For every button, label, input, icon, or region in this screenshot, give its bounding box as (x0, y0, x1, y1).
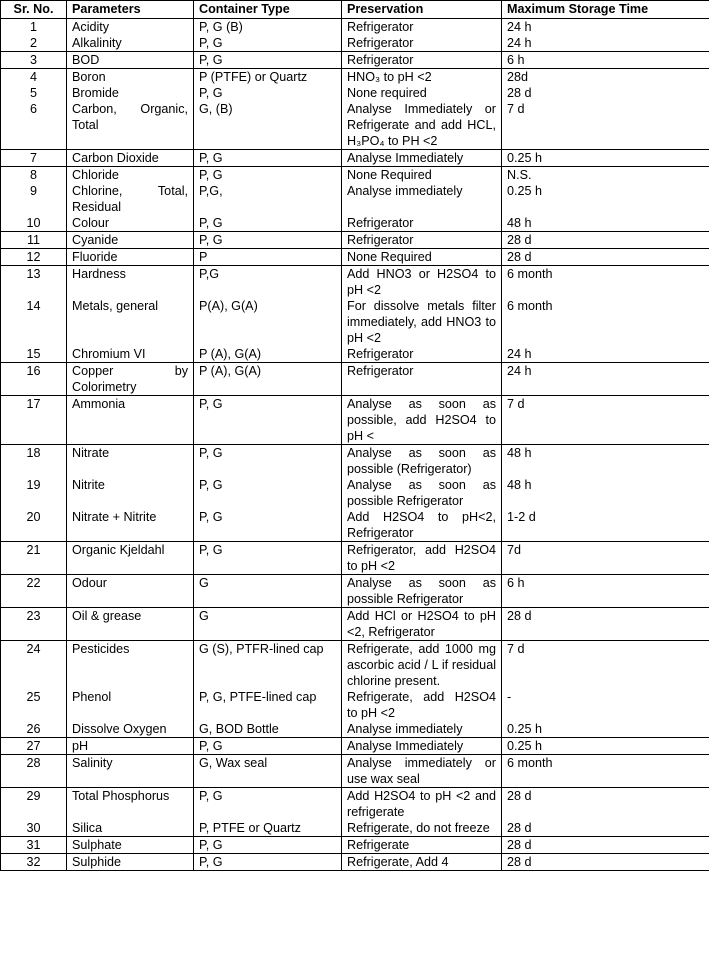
cell-max-storage-time-group (502, 608, 709, 641)
cell-sr-no: 11 (26, 233, 41, 247)
table-row (1, 232, 709, 249)
cell-preservation-group (342, 266, 502, 363)
cell-sr-no: 18 (26, 446, 41, 460)
cell-max-storage-time: 48 h (507, 478, 532, 492)
cell-max-storage-time-group (502, 249, 709, 266)
cell-parameter-group (67, 608, 194, 641)
table-row (1, 738, 709, 755)
cell-max-storage-time-group (502, 738, 709, 755)
cell-container-type-group (194, 445, 342, 542)
table-row (1, 854, 709, 871)
cell-preservation-group (342, 52, 502, 69)
cell-max-storage-time: 24 h (507, 347, 532, 361)
cell-container-type-group (194, 641, 342, 738)
cell-sr-no: 21 (26, 543, 41, 557)
cell-max-storage-time: - (507, 690, 512, 704)
cell-parameter: Hardness (72, 267, 126, 281)
cell-preservation: Refrigerate, add 1000 mg ascorbic acid / L if residual chlorine present. (347, 642, 496, 688)
cell-sr-no: 30 (26, 821, 41, 835)
cell-parameter-group (67, 755, 194, 788)
cell-preservation: Refrigerate, do not freeze (347, 821, 490, 835)
table-row (1, 150, 709, 167)
cell-parameter: Colour (72, 216, 110, 230)
cell-parameter: Nitrate + Nitrite (72, 510, 157, 524)
cell-max-storage-time: 28 d (507, 838, 532, 852)
table-row (1, 363, 709, 396)
cell-preservation-group (342, 755, 502, 788)
cell-parameter: Alkalinity (72, 36, 122, 50)
cell-preservation: Refrigerator (347, 53, 414, 67)
cell-sr-no: 9 (29, 184, 37, 198)
table-row (1, 52, 709, 69)
cell-container-type-group (194, 167, 342, 232)
cell-container-type: G (S), PTFR-lined cap (199, 642, 324, 656)
cell-parameter-group (67, 150, 194, 167)
cell-sr-no-group (1, 363, 67, 396)
cell-preservation: Refrigerate, Add 4 (347, 855, 449, 869)
header-max-storage-time: Maximum Storage Time (502, 1, 709, 19)
cell-sr-no-group (1, 542, 67, 575)
cell-preservation: Analyse immediately or use wax seal (347, 756, 496, 786)
cell-preservation: Refrigerator (347, 216, 414, 230)
cell-container-type-group (194, 232, 342, 249)
cell-preservation-group (342, 542, 502, 575)
cell-sr-no-group (1, 249, 67, 266)
table-row (1, 396, 709, 445)
cell-container-type-group (194, 266, 342, 363)
table-row (1, 755, 709, 788)
cell-preservation-group (342, 788, 502, 837)
cell-max-storage-time: N.S. (507, 168, 532, 182)
cell-container-type: P (A), G(A) (199, 347, 262, 361)
cell-max-storage-time-group (502, 445, 709, 542)
cell-container-type: P, G (199, 36, 223, 50)
cell-sr-no-group (1, 575, 67, 608)
cell-preservation: Analyse Immediately (347, 739, 464, 753)
cell-max-storage-time-group (502, 755, 709, 788)
cell-sr-no: 2 (29, 36, 37, 50)
cell-sr-no: 20 (26, 510, 41, 524)
cell-sr-no: 31 (26, 838, 41, 852)
cell-max-storage-time: 28 d (507, 789, 532, 803)
cell-max-storage-time: 24 h (507, 364, 532, 378)
cell-parameter: Chlorine, Total, Residual (72, 184, 188, 214)
cell-max-storage-time: 48 h (507, 216, 532, 230)
cell-max-storage-time: 7 d (507, 102, 525, 116)
cell-parameter-group (67, 837, 194, 854)
cell-container-type: P, G (199, 838, 223, 852)
cell-parameter: Chloride (72, 168, 119, 182)
cell-max-storage-time-group (502, 854, 709, 871)
cell-preservation: Refrigerator (347, 347, 414, 361)
cell-preservation-group (342, 837, 502, 854)
cell-parameter: Odour (72, 576, 108, 590)
table-row (1, 788, 709, 837)
cell-container-type-group (194, 150, 342, 167)
cell-container-type-group (194, 788, 342, 837)
cell-parameter: Carbon Dioxide (72, 151, 159, 165)
cell-preservation-group (342, 575, 502, 608)
cell-preservation: Add HNO3 or H2SO4 to pH <2 (347, 267, 496, 297)
cell-max-storage-time: 0.25 h (507, 722, 543, 736)
cell-container-type: G (199, 609, 209, 623)
header-sr-no: Sr. No. (1, 1, 67, 19)
cell-preservation-group (342, 363, 502, 396)
cell-parameter-group (67, 167, 194, 232)
cell-parameter: Chromium VI (72, 347, 146, 361)
cell-container-type-group (194, 19, 342, 52)
cell-preservation-group (342, 150, 502, 167)
cell-sr-no: 3 (29, 53, 37, 67)
cell-preservation: None Required (347, 250, 432, 264)
cell-parameter: Fluoride (72, 250, 118, 264)
cell-sr-no: 8 (29, 168, 37, 182)
cell-container-type-group (194, 396, 342, 445)
cell-preservation: Refrigerator (347, 364, 414, 378)
cell-sr-no: 17 (26, 397, 41, 411)
cell-max-storage-time-group (502, 363, 709, 396)
cell-sr-no: 19 (26, 478, 41, 492)
cell-parameter-group (67, 542, 194, 575)
cell-max-storage-time: 48 h (507, 446, 532, 460)
cell-sr-no: 26 (26, 722, 41, 736)
table-row (1, 641, 709, 738)
cell-parameter-group (67, 19, 194, 52)
cell-preservation: None required (347, 86, 427, 100)
cell-sr-no: 29 (26, 789, 41, 803)
header-parameters: Parameters (67, 1, 194, 19)
cell-container-type: P, G (199, 543, 223, 557)
cell-sr-no: 1 (29, 20, 37, 34)
cell-parameter-group (67, 575, 194, 608)
cell-sr-no: 13 (26, 267, 41, 281)
cell-parameter: Acidity (72, 20, 110, 34)
cell-parameter-group (67, 854, 194, 871)
cell-parameter: Boron (72, 70, 106, 84)
cell-preservation: Add HCl or H2SO4 to pH <2, Refrigerator (347, 609, 496, 639)
cell-sr-no-group (1, 755, 67, 788)
cell-container-type: P(A), G(A) (199, 299, 258, 313)
cell-parameter-group (67, 396, 194, 445)
cell-preservation: Analyse immediately (347, 184, 463, 198)
cell-sr-no-group (1, 738, 67, 755)
cell-parameter: Pesticides (72, 642, 130, 656)
cell-sr-no: 22 (26, 576, 41, 590)
cell-sr-no: 15 (26, 347, 41, 361)
cell-sr-no: 5 (29, 86, 37, 100)
cell-preservation-group (342, 167, 502, 232)
cell-max-storage-time-group (502, 396, 709, 445)
cell-parameter: Bromide (72, 86, 119, 100)
cell-sr-no-group (1, 266, 67, 363)
cell-preservation: None Required (347, 168, 432, 182)
cell-parameter: Salinity (72, 756, 113, 770)
cell-max-storage-time: 28 d (507, 86, 532, 100)
cell-max-storage-time-group (502, 641, 709, 738)
cell-parameter: Nitrate (72, 446, 110, 460)
cell-preservation: Analyse immediately (347, 722, 463, 736)
cell-preservation: Refrigerate (347, 838, 410, 852)
cell-sr-no-group (1, 69, 67, 150)
cell-max-storage-time: 24 h (507, 20, 532, 34)
cell-sr-no: 24 (26, 642, 41, 656)
cell-container-type: P, G (199, 397, 223, 411)
cell-max-storage-time: 7 d (507, 642, 525, 656)
cell-max-storage-time: 0.25 h (507, 151, 543, 165)
cell-preservation-group (342, 249, 502, 266)
header-preservation: Preservation (342, 1, 502, 19)
cell-container-type-group (194, 755, 342, 788)
cell-container-type-group (194, 542, 342, 575)
cell-preservation-group (342, 641, 502, 738)
cell-container-type-group (194, 575, 342, 608)
cell-parameter-group (67, 69, 194, 150)
table-body (1, 19, 709, 871)
cell-container-type-group (194, 363, 342, 396)
cell-preservation: HNO₃ to pH <2 (347, 70, 432, 84)
cell-container-type: P,G, (199, 184, 223, 198)
cell-max-storage-time-group (502, 167, 709, 232)
cell-max-storage-time: 6 h (507, 576, 525, 590)
cell-container-type: P, G, PTFE-lined cap (199, 690, 317, 704)
cell-parameter: Cyanide (72, 233, 119, 247)
cell-max-storage-time: 6 month (507, 756, 553, 770)
cell-parameter: Total Phosphorus (72, 789, 170, 803)
cell-container-type: P, G (199, 855, 223, 869)
cell-preservation: Analyse as soon as possible (Refrigerator) (347, 446, 496, 476)
cell-sr-no: 7 (29, 151, 37, 165)
cell-container-type: P (PTFE) or Quartz (199, 70, 308, 84)
cell-preservation: Add H2SO4 to pH <2 and refrigerate (347, 789, 496, 819)
cell-parameter-group (67, 445, 194, 542)
cell-sr-no-group (1, 445, 67, 542)
cell-max-storage-time: 0.25 h (507, 739, 543, 753)
cell-sr-no: 16 (26, 364, 41, 378)
cell-parameter-group (67, 232, 194, 249)
cell-container-type-group (194, 738, 342, 755)
cell-container-type-group (194, 837, 342, 854)
cell-sr-no: 32 (26, 855, 41, 869)
cell-sr-no-group (1, 854, 67, 871)
cell-container-type-group (194, 69, 342, 150)
cell-max-storage-time: 7d (507, 543, 522, 557)
cell-sr-no-group (1, 150, 67, 167)
cell-preservation-group (342, 445, 502, 542)
cell-parameter: Sulphate (72, 838, 122, 852)
cell-max-storage-time: 28d (507, 70, 529, 84)
cell-sr-no: 25 (26, 690, 41, 704)
cell-max-storage-time: 28 d (507, 233, 532, 247)
cell-sr-no: 14 (26, 299, 41, 313)
cell-parameter-group (67, 738, 194, 755)
cell-sr-no-group (1, 52, 67, 69)
cell-parameter-group (67, 363, 194, 396)
cell-sr-no: 6 (29, 102, 37, 116)
table-row (1, 575, 709, 608)
cell-sr-no-group (1, 788, 67, 837)
cell-parameter: Silica (72, 821, 103, 835)
cell-sr-no: 28 (26, 756, 41, 770)
cell-max-storage-time-group (502, 52, 709, 69)
cell-container-type: P, G (199, 446, 223, 460)
cell-max-storage-time: 6 month (507, 267, 553, 281)
cell-preservation: Refrigerator, add H2SO4 to pH <2 (347, 543, 496, 573)
cell-container-type: P, G (199, 151, 223, 165)
table-row (1, 542, 709, 575)
cell-preservation: Refrigerate, add H2SO4 to pH <2 (347, 690, 496, 720)
cell-sr-no: 12 (26, 250, 41, 264)
cell-container-type: P, G (199, 53, 223, 67)
cell-preservation: For dissolve metals filter immediately, add HNO3 to pH <2 (347, 299, 496, 345)
cell-max-storage-time-group (502, 232, 709, 249)
cell-container-type: P, G (199, 789, 223, 803)
cell-preservation-group (342, 19, 502, 52)
cell-parameter: Dissolve Oxygen (72, 722, 167, 736)
cell-max-storage-time: 28 d (507, 821, 532, 835)
cell-sr-no: 23 (26, 609, 41, 623)
cell-preservation: Analyse Immediately or Refrigerate and add HCL, H₃PO₄ to PH <2 (347, 102, 496, 148)
table-row (1, 249, 709, 266)
cell-preservation: Analyse as soon as possible Refrigerator (347, 478, 496, 508)
cell-preservation: Analyse as soon as possible Refrigerator (347, 576, 496, 606)
cell-max-storage-time-group (502, 837, 709, 854)
cell-max-storage-time: 28 d (507, 609, 532, 623)
cell-sr-no-group (1, 608, 67, 641)
cell-preservation: Analyse Immediately (347, 151, 464, 165)
cell-sr-no-group (1, 232, 67, 249)
cell-max-storage-time: 24 h (507, 36, 532, 50)
cell-container-type: P, G (199, 86, 223, 100)
cell-parameter-group (67, 266, 194, 363)
cell-preservation: Add H2SO4 to pH<2, Refrigerator (347, 510, 496, 540)
cell-preservation-group (342, 854, 502, 871)
cell-sr-no-group (1, 167, 67, 232)
cell-container-type: P, G (199, 216, 223, 230)
cell-container-type: G, BOD Bottle (199, 722, 279, 736)
header-row (1, 1, 709, 19)
cell-sr-no-group (1, 396, 67, 445)
table-row (1, 69, 709, 150)
cell-preservation-group (342, 69, 502, 150)
cell-parameter: Sulphide (72, 855, 122, 869)
cell-container-type: P (A), G(A) (199, 364, 262, 378)
cell-parameter: Phenol (72, 690, 112, 704)
cell-parameter: pH (72, 739, 89, 753)
cell-sr-no: 10 (26, 216, 41, 230)
cell-container-type: P (199, 250, 208, 264)
cell-container-type-group (194, 608, 342, 641)
cell-max-storage-time-group (502, 19, 709, 52)
cell-sr-no-group (1, 641, 67, 738)
cell-parameter-group (67, 641, 194, 738)
cell-preservation: Analyse as soon as possible, add H2SO4 to pH < (347, 397, 496, 443)
table-row (1, 167, 709, 232)
cell-container-type-group (194, 249, 342, 266)
cell-container-type: P, G (199, 168, 223, 182)
cell-parameter: Nitrite (72, 478, 105, 492)
cell-preservation: Refrigerator (347, 36, 414, 50)
cell-preservation-group (342, 232, 502, 249)
cell-max-storage-time: 28 d (507, 250, 532, 264)
cell-max-storage-time: 28 d (507, 855, 532, 869)
cell-max-storage-time-group (502, 69, 709, 150)
header-container-type: Container Type (194, 1, 342, 19)
cell-max-storage-time-group (502, 575, 709, 608)
cell-max-storage-time-group (502, 788, 709, 837)
cell-container-type: P, G (199, 739, 223, 753)
cell-sr-no-group (1, 19, 67, 52)
cell-container-type: G, (B) (199, 102, 233, 116)
cell-max-storage-time: 6 h (507, 53, 525, 67)
cell-container-type: P, PTFE or Quartz (199, 821, 301, 835)
cell-parameter: Carbon, Organic, Total (72, 102, 188, 132)
table-row (1, 19, 709, 52)
cell-max-storage-time: 0.25 h (507, 184, 543, 198)
cell-parameter: Metals, general (72, 299, 159, 313)
cell-max-storage-time: 1-2 d (507, 510, 536, 524)
cell-parameter: Ammonia (72, 397, 126, 411)
cell-max-storage-time-group (502, 542, 709, 575)
table-row (1, 837, 709, 854)
cell-sr-no-group (1, 837, 67, 854)
cell-container-type: P, G (199, 510, 223, 524)
cell-parameter: Copper by Colorimetry (72, 364, 188, 394)
cell-parameter: Oil & grease (72, 609, 142, 623)
cell-container-type: P, G (199, 233, 223, 247)
cell-max-storage-time: 6 month (507, 299, 553, 313)
table-row (1, 445, 709, 542)
cell-container-type: P, G (B) (199, 20, 243, 34)
cell-container-type: P,G (199, 267, 220, 281)
cell-container-type-group (194, 52, 342, 69)
cell-preservation: Refrigerator (347, 20, 414, 34)
cell-container-type-group (194, 854, 342, 871)
cell-parameter-group (67, 249, 194, 266)
cell-preservation-group (342, 738, 502, 755)
cell-preservation-group (342, 396, 502, 445)
cell-parameter-group (67, 52, 194, 69)
cell-max-storage-time-group (502, 150, 709, 167)
cell-max-storage-time-group (502, 266, 709, 363)
cell-parameter: BOD (72, 53, 100, 67)
table-row (1, 608, 709, 641)
cell-max-storage-time: 7 d (507, 397, 525, 411)
cell-container-type: P, G (199, 478, 223, 492)
cell-parameter: Organic Kjeldahl (72, 543, 165, 557)
cell-container-type: G (199, 576, 209, 590)
cell-sr-no: 27 (26, 739, 41, 753)
cell-preservation-group (342, 608, 502, 641)
table-row (1, 266, 709, 363)
cell-sr-no: 4 (29, 70, 37, 84)
cell-preservation: Refrigerator (347, 233, 414, 247)
cell-container-type: G, Wax seal (199, 756, 268, 770)
cell-parameter-group (67, 788, 194, 837)
